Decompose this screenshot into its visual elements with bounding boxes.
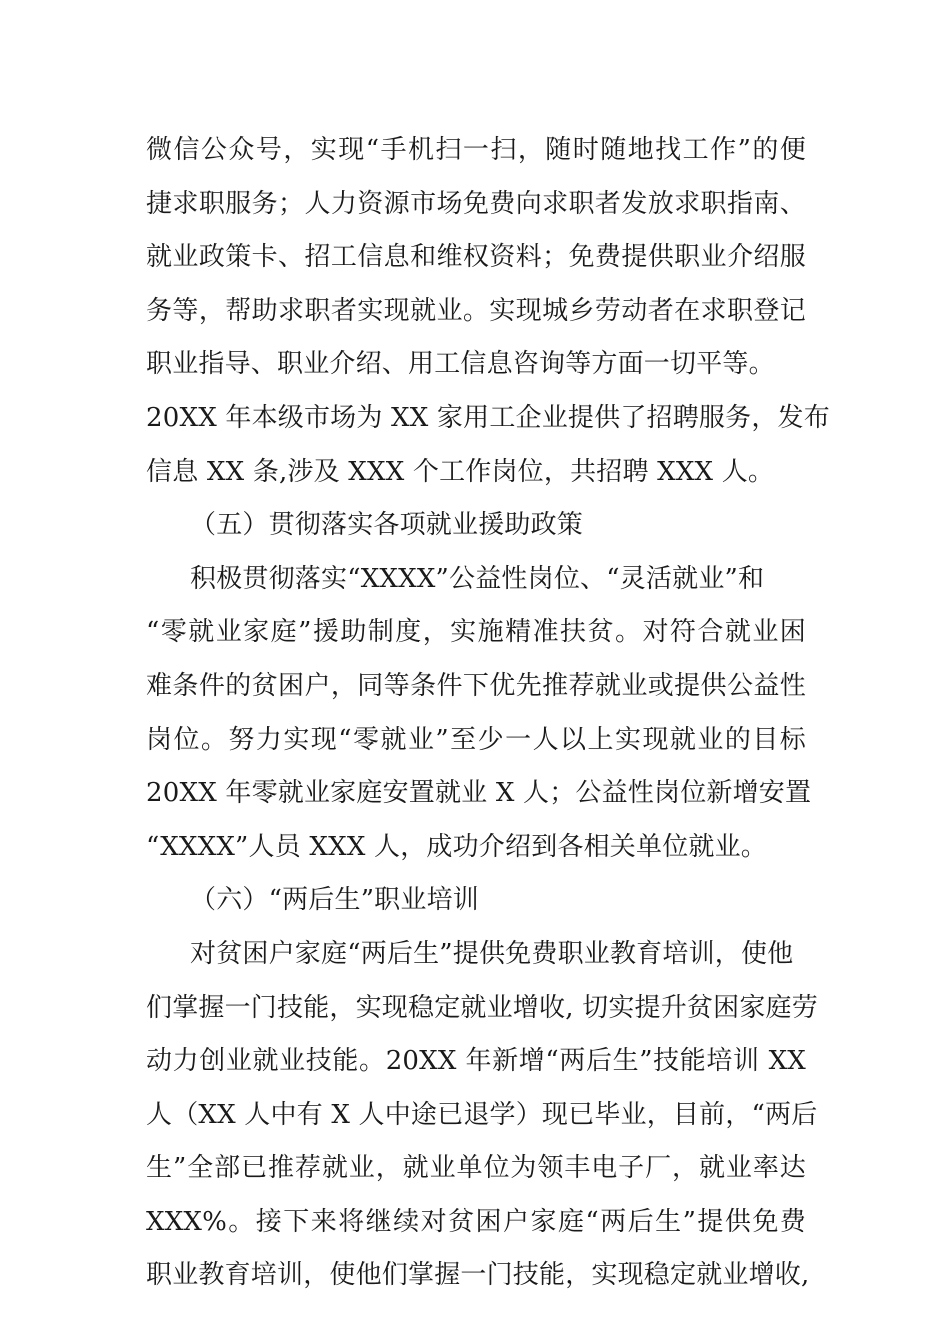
paragraph-line: 职业教育培训，使他们掌握一门技能，实现稳定就业增收, [146, 1260, 810, 1291]
paragraph-line: 就业政策卡、招工信息和维权资料；免费提供职业介绍服 [146, 242, 806, 273]
paragraph-line: 职业指导、职业介绍、用工信息咨询等方面一切平等。 [146, 349, 775, 380]
paragraph-line: 微信公众号，实现“手机扫一扫，随时随地找工作”的便 [146, 135, 806, 165]
paragraph-line: 信息 XX 条,涉及 XXX 个工作岗位，共招聘 XXX 人。 [146, 456, 775, 487]
document-body [146, 124, 830, 1303]
paragraph-line: 生”全部已推荐就业，就业单位为领丰电子厂，就业率达 [146, 1153, 806, 1184]
paragraph-line: “零就业家庭”援助制度，实施精准扶贫。对符合就业困 [146, 617, 806, 648]
paragraph-line: 难条件的贫困户，同等条件下优先推荐就业或提供公益性 [146, 670, 806, 701]
paragraph-line: 20XX 年本级市场为 XX 家用工企业提供了招聘服务，发布 [146, 402, 830, 433]
paragraph-line: 对贫困户家庭“两后生”提供免费职业教育培训，使他 [190, 938, 794, 969]
paragraph-line: XXX%。接下来将继续对贫困户家庭“两后生”提供免费 [146, 1206, 806, 1237]
paragraph-line: 捷求职服务；人力资源市场免费向求职者发放求职指南、 [146, 188, 806, 219]
section-heading: （五）贯彻落实各项就业援助政策 [190, 510, 584, 541]
paragraph-line: 岗位。努力实现“零就业”至少一人以上实现就业的目标 [146, 724, 806, 755]
paragraph-line: 们掌握一门技能，实现稳定就业增收, 切实提升贫困家庭劳 [146, 992, 818, 1023]
paragraph-line: 务等，帮助求职者实现就业。实现城乡劳动者在求职登记 [146, 295, 806, 326]
paragraph-line: 人（XX 人中有 X 人中途已退学）现已毕业，目前，“两后 [146, 1099, 818, 1130]
paragraph-line: 积极贯彻落实“XXXX”公益性岗位、“灵活就业”和 [190, 563, 765, 594]
paragraph-line: 动力创业就业技能。20XX 年新增“两后生”技能培训 XX [146, 1046, 806, 1077]
paragraph-line: 20XX 年零就业家庭安置就业 X 人；公益性岗位新增安置 [146, 778, 812, 809]
paragraph-line: “XXXX”人员 XXX 人，成功介绍到各相关单位就业。 [146, 831, 768, 862]
section-heading: （六）“两后生”职业培训 [190, 885, 479, 916]
